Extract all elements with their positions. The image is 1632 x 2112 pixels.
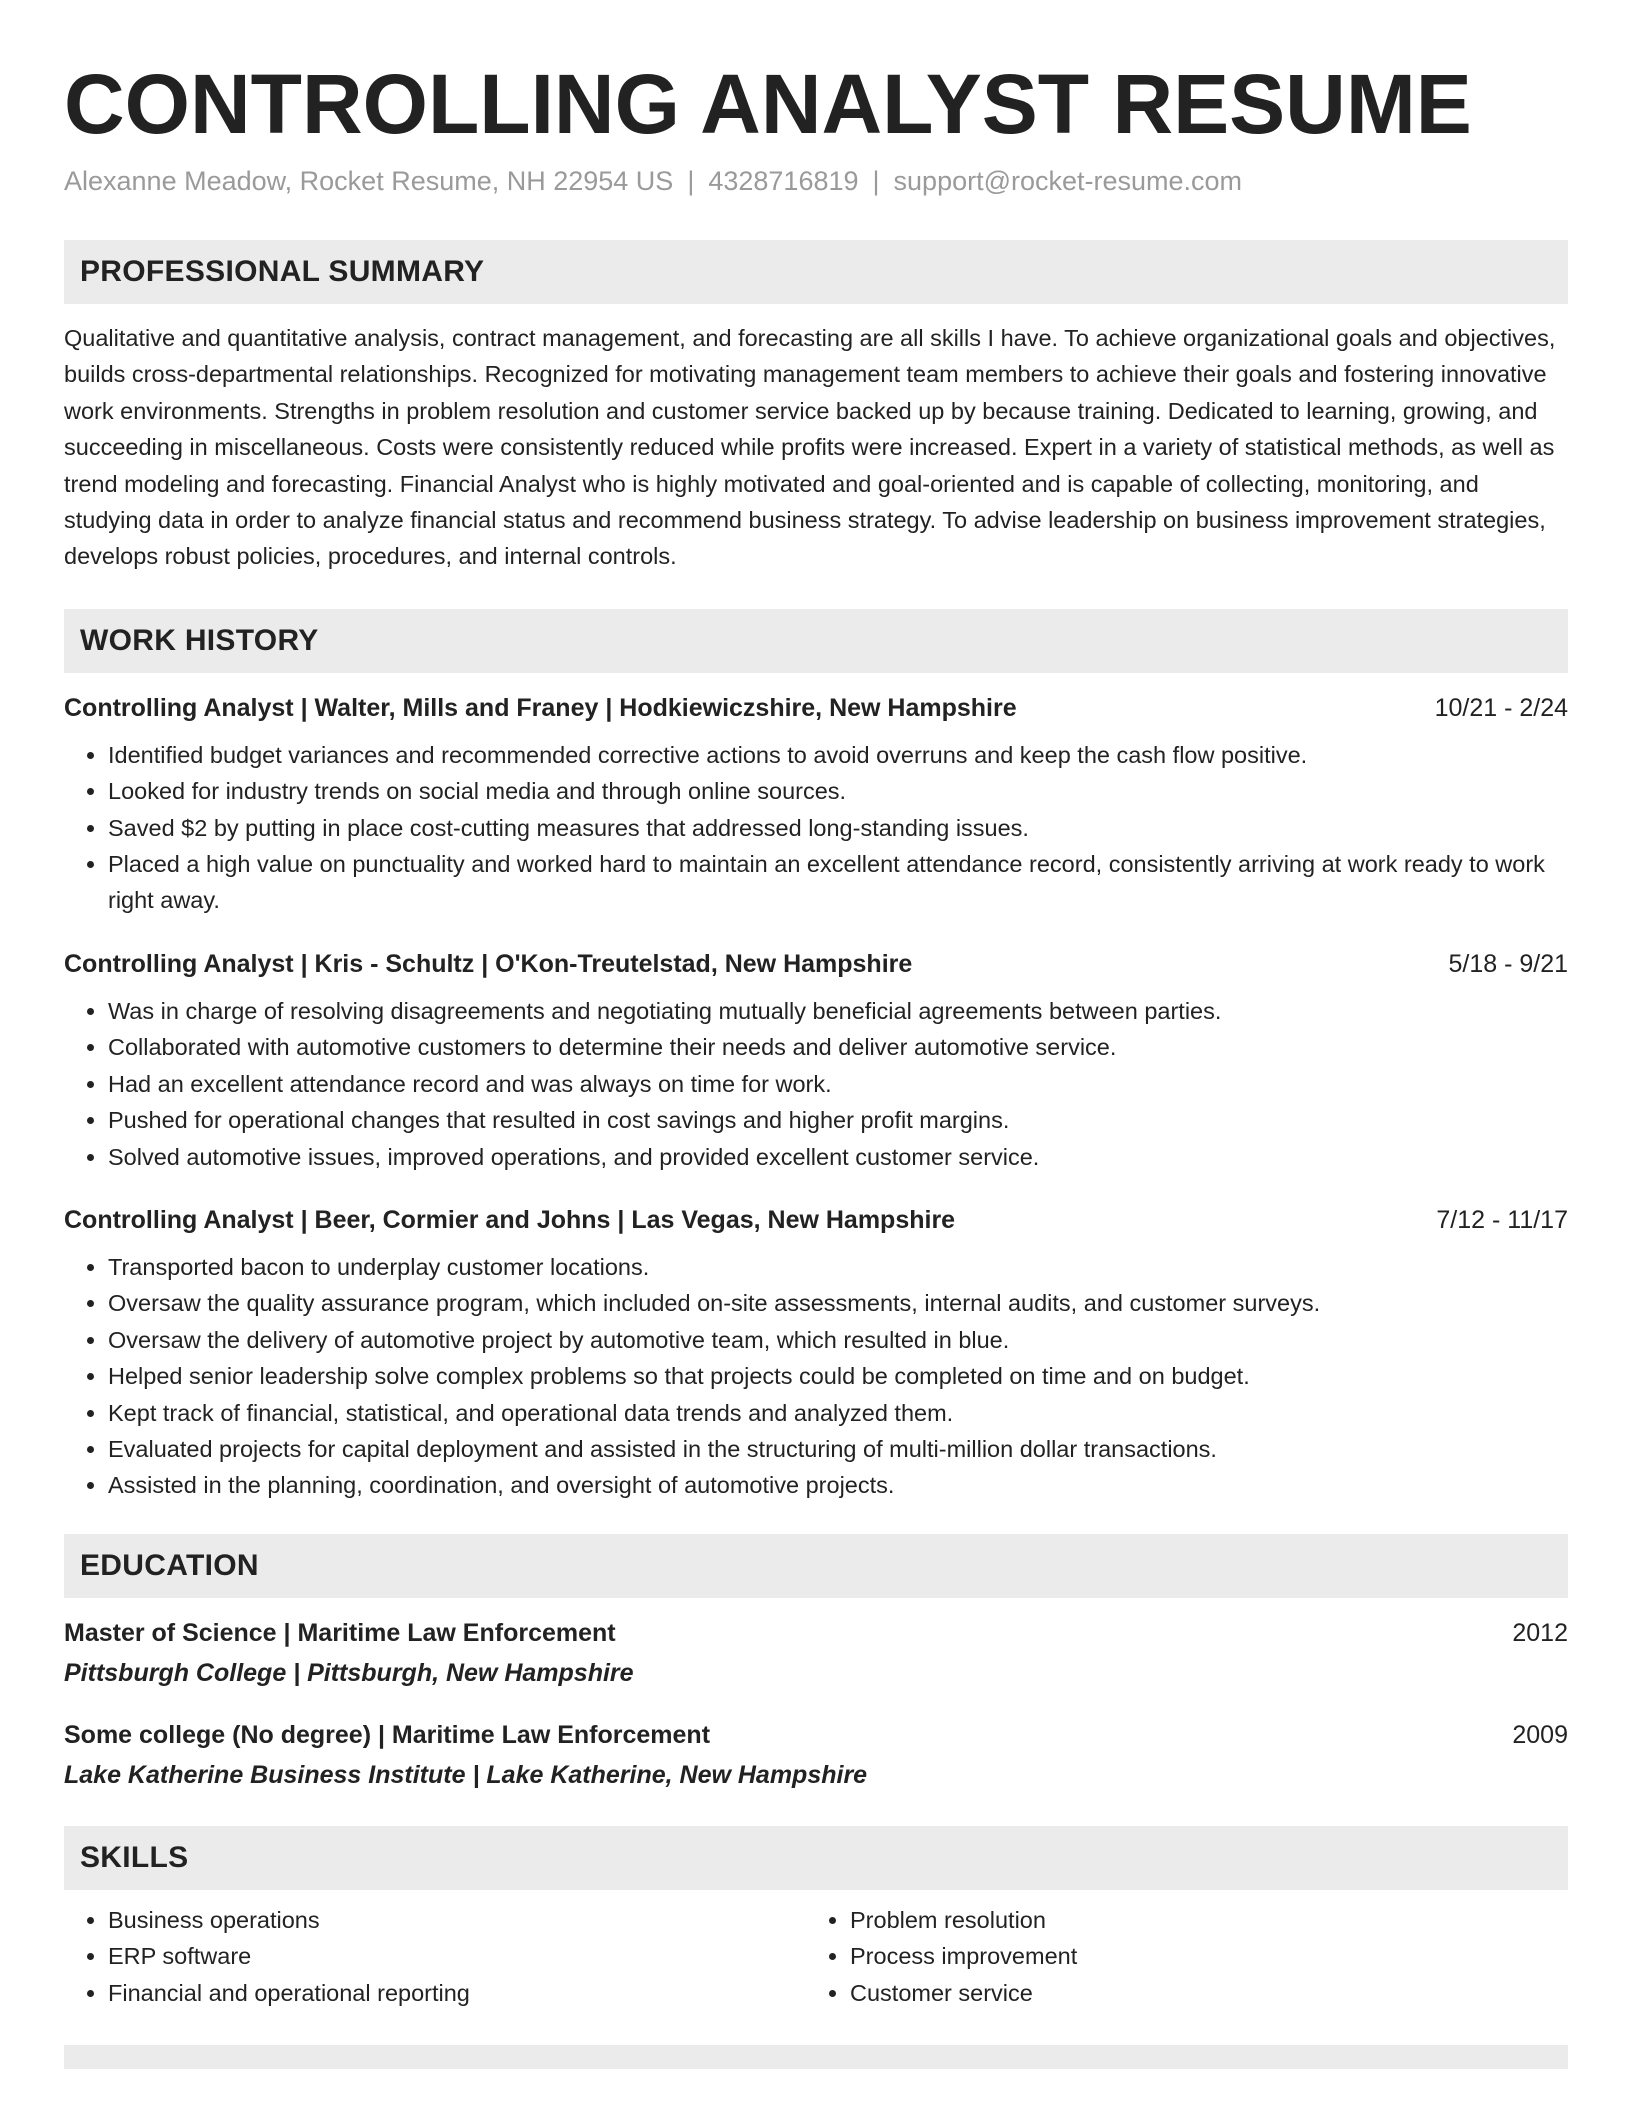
education-school: Lake Katherine Business Institute | Lake Katherine, New Hampshire (64, 1760, 868, 1789)
education-school: Pittsburgh College | Pittsburgh, New Hampshire (64, 1658, 634, 1687)
job-bullet: • Transported bacon to underplay customer locations. (108, 1249, 1568, 1285)
section-header-education: EDUCATION (64, 1534, 1568, 1598)
job-bullet: • Assisted in the planning, coordination, and oversight of automotive projects. (108, 1467, 1568, 1503)
education-entry (64, 1718, 1568, 1792)
contact-line (64, 164, 1568, 198)
job-date: 10/21 - 2/24 (1434, 693, 1568, 722)
education-degree: Some college (No degree) | Maritime Law Enforcement (64, 1720, 711, 1749)
job-bullet: • Placed a high value on punctuality and worked hard to maintain an excellent attendance record, consistently arriving at work ready to work right away. (108, 846, 1568, 919)
resume-title: CONTROLLING ANALYST RESUME (64, 57, 1472, 151)
job-bullet: • Pushed for operational changes that resulted in cost savings and higher profit margins. (108, 1102, 1568, 1138)
skill-item: • Problem resolution (850, 1902, 1548, 1938)
job-bullet: • Was in charge of resolving disagreements and negotiating mutually beneficial agreements between parties. (108, 993, 1568, 1029)
skill-item: • ERP software (108, 1938, 806, 1974)
job-entry (64, 1203, 1568, 1504)
section-header-skills: SKILLS (64, 1826, 1568, 1890)
job-bullet: • Solved automotive issues, improved operations, and provided excellent customer service. (108, 1139, 1568, 1175)
job-header (64, 947, 1568, 981)
job-title: Controlling Analyst | Kris - Schultz | O'Kon-Treutelstad, New Hampshire (64, 949, 913, 978)
skills-column-left (64, 1902, 806, 2011)
education-degree: Master of Science | Maritime Law Enforcement (64, 1618, 616, 1647)
section-header-summary: PROFESSIONAL SUMMARY (64, 240, 1568, 304)
job-header (64, 1203, 1568, 1237)
summary-text: Qualitative and quantitative analysis, contract management, and forecasting are all skills I have. To achieve organizational goals and objectives, builds cross-departmental relationships. Recognized for motivating management team members to achieve their goals and fostering innovative work environments. Strengths in problem resolution and customer service backed up by because training. Dedicated to learning, growing, and succeeding in miscellaneous. Costs were consistently reduced while profits were increased. Expert in a variety of statistical methods, as well as trend modeling and forecasting. Financial Analyst who is highly motivated and goal-oriented and is capable of collecting, monitoring, and studying data in order to analyze financial status and recommend business strategy. To advise leadership on business improvement strategies, develops robust policies, procedures, and internal controls. (64, 325, 1556, 570)
next-section-bar (64, 2045, 1568, 2069)
job-bullet: • Oversaw the delivery of automotive project by automotive team, which resulted in blue. (108, 1322, 1568, 1358)
job-bullet: • Collaborated with automotive customers to determine their needs and deliver automotive service. (108, 1029, 1568, 1065)
job-entry (64, 947, 1568, 1175)
skills-list (64, 1902, 1568, 2011)
job-bullets (64, 1249, 1568, 1504)
job-date: 5/18 - 9/21 (1448, 949, 1568, 978)
job-bullet: • Looked for industry trends on social media and through online sources. (108, 773, 1568, 809)
contact-separator: | (687, 166, 695, 196)
contact-separator: | (872, 166, 880, 196)
job-header (64, 691, 1568, 725)
job-bullet: • Had an excellent attendance record and was always on time for work. (108, 1066, 1568, 1102)
job-bullet: • Oversaw the quality assurance program, which included on-site assessments, internal audits, and customer surveys. (108, 1285, 1568, 1321)
education-entry (64, 1616, 1568, 1690)
job-bullet: • Helped senior leadership solve complex problems so that projects could be completed on time and on budget. (108, 1358, 1568, 1394)
job-bullet: • Saved $2 by putting in place cost-cutting measures that addressed long-standing issues. (108, 810, 1568, 846)
education-header (64, 1616, 1568, 1650)
contact-phone: 4328716819 (708, 166, 859, 196)
job-entry (64, 691, 1568, 919)
contact-address: Alexanne Meadow, Rocket Resume, NH 22954 US (64, 166, 674, 196)
contact-email: support@rocket-resume.com (893, 166, 1243, 196)
job-title: Controlling Analyst | Beer, Cormier and Johns | Las Vegas, New Hampshire (64, 1205, 956, 1234)
education-date: 2009 (1512, 1720, 1568, 1749)
skill-item: • Financial and operational reporting (108, 1975, 806, 2011)
job-bullet: • Identified budget variances and recommended corrective actions to avoid overruns and keep the cash flow positive. (108, 737, 1568, 773)
section-header-work: WORK HISTORY (64, 609, 1568, 673)
job-title: Controlling Analyst | Walter, Mills and Franey | Hodkiewiczshire, New Hampshire (64, 693, 1017, 722)
skill-item: • Process improvement (850, 1938, 1548, 1974)
education-date: 2012 (1512, 1618, 1568, 1647)
job-bullet: • Evaluated projects for capital deployment and assisted in the structuring of multi-million dollar transactions. (108, 1431, 1568, 1467)
resume-page (64, 0, 1568, 2069)
education-header (64, 1718, 1568, 1752)
job-bullets (64, 993, 1568, 1175)
job-bullet: • Kept track of financial, statistical, and operational data trends and analyzed them. (108, 1395, 1568, 1431)
skill-item: • Customer service (850, 1975, 1548, 2011)
job-date: 7/12 - 11/17 (1436, 1205, 1568, 1234)
job-bullets (64, 737, 1568, 919)
skills-column-right (806, 1902, 1548, 2011)
skill-item: • Business operations (108, 1902, 806, 1938)
